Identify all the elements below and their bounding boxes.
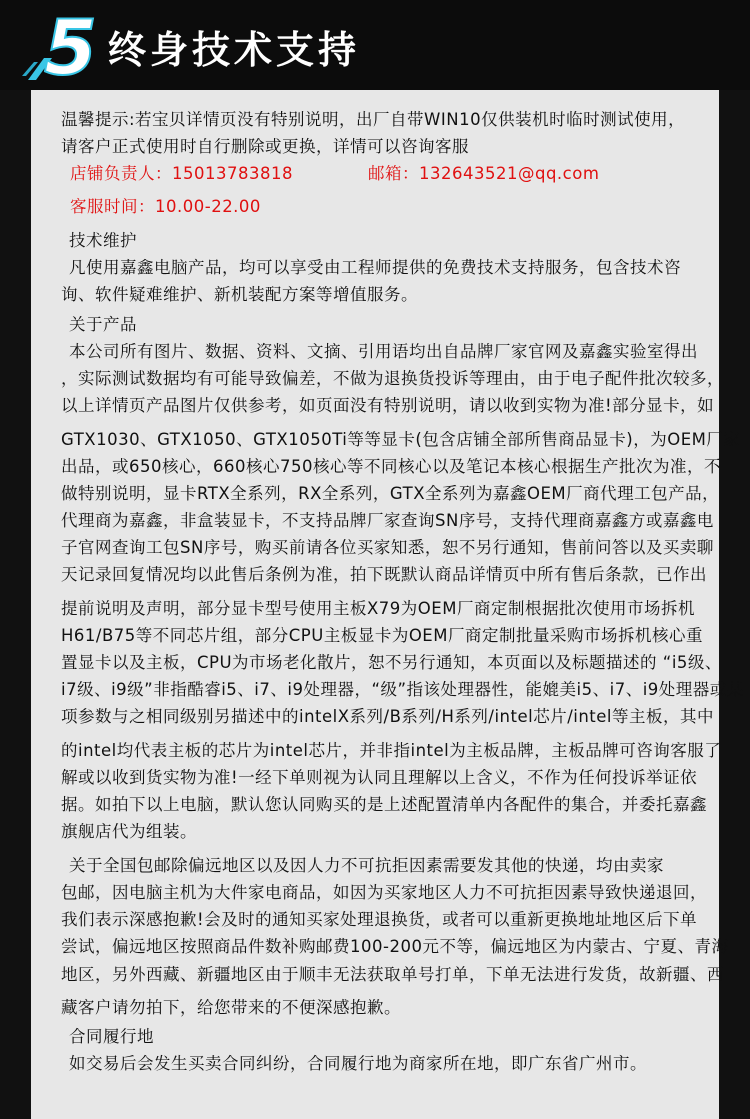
paragraph-line: 出品，或650核心，660核心750核心等不同核心以及笔记本核心根据生产批次为准，不 [61,457,721,476]
manager-contact [70,160,370,187]
paragraph-line: 本公司所有图片、数据、资料、文摘、引用语均出自品牌厂家官网及嘉鑫实验室得出 [69,342,698,361]
paragraph-line: 的intel均代表主板的芯片为intel芯片，并非指intel为主板品牌，主板品牌可咨询客服了 [61,741,722,760]
paragraph-line: 置显卡以及主板，CPU为市场老化散片，恕不另行通知，本页面以及标题描述的 “i5级、 [61,653,722,672]
email-label: 邮箱： [368,164,419,183]
service-hours-value: 10.00-22.00 [155,197,261,216]
paragraph-line: ，实际测试数据均有可能导致偏差，不做为退换货投诉等理由，由于电子配件批次较多， [61,369,724,388]
paragraph-line: 子官网查询工包SN序号，购买前请各位买家知悉，恕不另行通知，售前问答以及买卖聊 [61,538,714,557]
contract-heading: 合同履行地 [69,1027,154,1046]
paragraph-line: 旗舰店代为组装。 [61,822,197,841]
section-header [0,0,750,90]
paragraph-line: 做特别说明，显卡RTX全系列，RX全系列，GTX全系列为嘉鑫OEM厂商代理工包产品， [61,484,720,503]
paragraph-line: 天记录回复情况均以此售后条例为准，拍下既默认商品详情页中所有售后条款，已作出 [61,565,707,584]
paragraph-line: 以上详情页产品图片仅供参考，如页面没有特别说明，请以收到实物为准!部分显卡，如 [61,396,715,415]
paragraph-line: i7级、i9级”非指酷睿i5、i7、i9处理器，“级”指该处理器性，能媲美i5、i7、i9处理器或某 [61,680,744,699]
notice-line-1: 温馨提示:若宝贝详情页没有特别说明，出厂自带WIN10仅供装机时临时测试使用， [61,110,686,129]
section-title: 终身技术支持 [108,28,361,72]
paragraph-line: 包邮，因电脑主机为大件家电商品，如因为买家地区人力不可抗拒因素导致快递退回， [61,883,707,902]
paragraph-line: 我们表示深感抱歉!会及时的通知买家处理退换货，或者可以重新更换地址地区后下单 [61,910,698,929]
email-contact [368,160,668,187]
paragraph-line: 项参数与之相同级别另描述中的intelX系列/B系列/H系列/intel芯片/intel等主板，其中 [61,707,715,726]
paragraph-line: 藏客户请勿拍下，给您带来的不便深感抱歉。 [61,998,401,1017]
section-number: 5 [44,6,97,84]
paragraph-line: 凡使用嘉鑫电脑产品，均可以享受由工程师提供的免费技术支持服务，包含技术咨 [69,258,681,277]
paragraph-line: 询、软件疑难维护、新机装配方案等增值服务。 [61,285,418,304]
paragraph-line: 解或以收到货实物为准!一经下单则视为认同且理解以上含义，不作为任何投诉举证依 [61,768,698,787]
service-hours-label: 客服时间： [70,197,155,216]
manager-phone: 15013783818 [172,164,293,183]
paragraph-line: H61/B75等不同芯片组，部分CPU主板显卡为OEM厂商定制批量采购市场拆机核心重 [61,626,703,645]
manager-label: 店铺负责人： [70,164,172,183]
contract-line: 如交易后会发生买卖合同纠纷，合同履行地为商家所在地，即广东省广州市。 [69,1054,647,1073]
paragraph-line: 提前说明及声明，部分显卡型号使用主板X79为OEM厂商定制根据批次使用市场拆机 [61,599,695,618]
notice-line-2: 请客户正式使用时自行删除或更换，详情可以咨询客服 [61,137,469,156]
paragraph-line: 关于全国包邮除偏远地区以及因人力不可抗拒因素需要发其他的快递，均由卖家 [69,856,664,875]
about-products-heading: 关于产品 [69,315,137,334]
number-five-badge [22,6,114,84]
service-hours [70,193,730,220]
paragraph-line: 据。如拍下以上电脑，默认您认同购买的是上述配置清单内各配件的集合，并委托嘉鑫 [61,795,707,814]
email-address: 132643521@qq.com [419,164,600,183]
paragraph-line: 尝试，偏远地区按照商品件数补购邮费100-200元不等，偏远地区为内蒙古、宁夏、青海 [61,937,729,956]
paragraph-line: 地区，另外西藏、新疆地区由于顺丰无法获取单号打单，下单无法进行发货，故新疆、西 [61,965,724,984]
tech-support-heading: 技术维护 [69,231,137,250]
paragraph-line: GTX1030、GTX1050、GTX1050Ti等等显卡(包含店铺全部所售商品显卡)，为OEM厂家 [61,430,741,449]
paragraph-line: 代理商为嘉鑫，非盒装显卡，不支持品牌厂家查询SN序号，支持代理商嘉鑫方或嘉鑫电 [61,511,714,530]
